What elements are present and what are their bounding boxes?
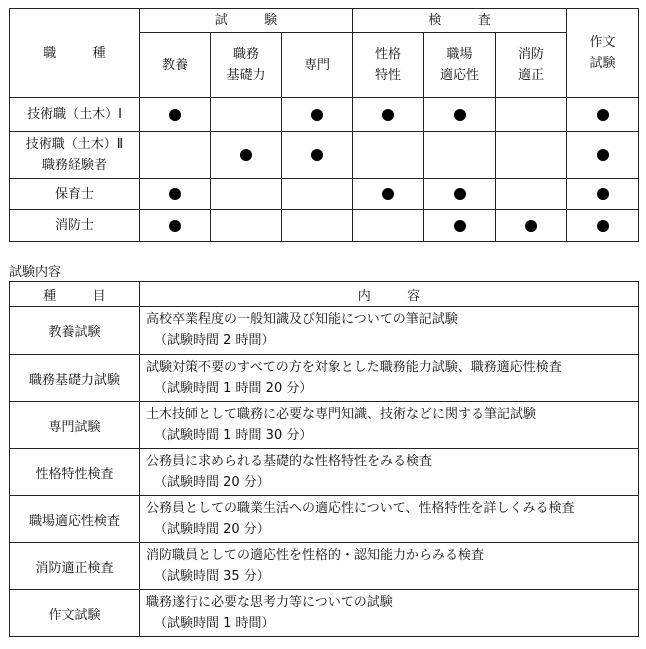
- exam-content: 試験対策不要のすべての方を対象とした職務能力試験、職務適応性検査: [146, 360, 562, 375]
- matrix-row: [10, 98, 639, 132]
- exam-content: 公務員としての職業生活への適応性について、性格特性を詳しくみる検査: [146, 501, 575, 516]
- matrix-cell: [496, 98, 567, 132]
- column-header: 教養: [140, 33, 211, 98]
- matrix-cell: [424, 98, 496, 132]
- exam-description-cell: [140, 496, 639, 543]
- exam-name: 専門試験: [10, 402, 140, 449]
- column-header: 職務 基礎力: [211, 33, 282, 98]
- job-type-label: 技術職（土木）Ⅰ: [10, 98, 140, 132]
- job-type-label: 消防士: [10, 210, 140, 242]
- exam-duration: （試験時間 35 分）: [154, 569, 270, 584]
- applicable-dot-icon: [597, 109, 609, 121]
- matrix-cell: [424, 179, 496, 210]
- matrix-cell: [424, 210, 496, 242]
- exam-name: 職務基礎力試験: [10, 355, 140, 402]
- exam-subject-matrix: [9, 8, 639, 242]
- matrix-cell: [567, 132, 639, 179]
- exam-content: 消防職員としての適応性を性格的・認知能力からみる検査: [146, 548, 485, 563]
- matrix-cell: [211, 210, 282, 242]
- exam-name: 消防適正検査: [10, 543, 140, 590]
- applicable-dot-icon: [311, 149, 323, 161]
- matrix-cell: [211, 132, 282, 179]
- matrix-cell: [282, 98, 353, 132]
- exam-duration: （試験時間 1 時間 20 分）: [154, 381, 313, 396]
- matrix-cell: [140, 132, 211, 179]
- applicable-dot-icon: [525, 220, 537, 232]
- exam-duration: （試験時間 20 分）: [154, 475, 270, 490]
- matrix-cell: [496, 132, 567, 179]
- matrix-cell: [282, 179, 353, 210]
- exam-detail-row: [10, 496, 639, 543]
- matrix-cell: [424, 132, 496, 179]
- details-header-type: 種 目: [10, 282, 140, 307]
- matrix-row: [10, 132, 639, 179]
- exam-name: 職場適応性検査: [10, 496, 140, 543]
- applicable-dot-icon: [169, 188, 181, 200]
- matrix-cell: [567, 179, 639, 210]
- matrix-cell: [567, 98, 639, 132]
- exam-name: 作文試験: [10, 590, 140, 637]
- exam-detail-row: [10, 543, 639, 590]
- column-header: 消防 適正: [496, 33, 567, 98]
- applicable-dot-icon: [169, 109, 181, 121]
- applicable-dot-icon: [382, 188, 394, 200]
- applicable-dot-icon: [240, 149, 252, 161]
- applicable-dot-icon: [597, 220, 609, 232]
- applicable-dot-icon: [454, 188, 466, 200]
- job-type-label: 保育士: [10, 179, 140, 210]
- exam-description-cell: [140, 543, 639, 590]
- matrix-row: [10, 179, 639, 210]
- matrix-cell: [140, 98, 211, 132]
- applicable-dot-icon: [311, 109, 323, 121]
- matrix-cell: [282, 210, 353, 242]
- written-exam-group-header: 試 験: [140, 9, 353, 33]
- matrix-cell: [211, 98, 282, 132]
- exam-duration: （試験時間 2 時間）: [154, 333, 275, 348]
- exam-details-table: [9, 281, 639, 637]
- exam-detail-row: [10, 402, 639, 449]
- inspection-group-header: 検 査: [353, 9, 567, 33]
- matrix-cell: [211, 179, 282, 210]
- section-title: 試験内容: [9, 265, 62, 280]
- applicable-dot-icon: [382, 109, 394, 121]
- applicable-dot-icon: [169, 220, 181, 232]
- matrix-row: [10, 210, 639, 242]
- exam-description-cell: [140, 355, 639, 402]
- job-type-header: 職 種: [10, 9, 140, 98]
- exam-duration: （試験時間 1 時間）: [154, 616, 275, 631]
- essay-exam-header: 作文 試験: [567, 9, 639, 98]
- matrix-cell: [353, 210, 424, 242]
- column-header: 職場 適応性: [424, 33, 496, 98]
- exam-detail-row: [10, 355, 639, 402]
- exam-description-cell: [140, 590, 639, 637]
- column-header: 専門: [282, 33, 353, 98]
- exam-description-cell: [140, 307, 639, 355]
- exam-detail-row: [10, 590, 639, 637]
- applicable-dot-icon: [597, 149, 609, 161]
- exam-description-cell: [140, 402, 639, 449]
- matrix-cell: [353, 179, 424, 210]
- applicable-dot-icon: [454, 109, 466, 121]
- exam-content: 公務員に求められる基礎的な性格特性をみる検査: [146, 454, 433, 469]
- column-header: 性格 特性: [353, 33, 424, 98]
- exam-duration: （試験時間 1 時間 30 分）: [154, 428, 313, 443]
- exam-detail-row: [10, 449, 639, 496]
- matrix-cell: [353, 98, 424, 132]
- exam-name: 性格特性検査: [10, 449, 140, 496]
- applicable-dot-icon: [597, 188, 609, 200]
- applicable-dot-icon: [454, 220, 466, 232]
- matrix-cell: [353, 132, 424, 179]
- job-type-label: 技術職（土木）Ⅱ 職務経験者: [10, 132, 140, 179]
- exam-duration: （試験時間 20 分）: [154, 522, 270, 537]
- exam-content: 土木技師として職務に必要な専門知識、技術などに関する筆記試験: [146, 407, 537, 422]
- exam-content: 職務遂行に必要な思考力等についての試験: [146, 595, 393, 610]
- exam-description-cell: [140, 449, 639, 496]
- exam-name: 教養試験: [10, 307, 140, 355]
- exam-content: 高校卒業程度の一般知識及び知能についての筆記試験: [146, 312, 458, 327]
- matrix-cell: [496, 210, 567, 242]
- matrix-cell: [496, 179, 567, 210]
- details-header-content: 内 容: [140, 282, 639, 307]
- exam-detail-row: [10, 307, 639, 355]
- matrix-cell: [140, 210, 211, 242]
- matrix-cell: [140, 179, 211, 210]
- matrix-cell: [567, 210, 639, 242]
- matrix-cell: [282, 132, 353, 179]
